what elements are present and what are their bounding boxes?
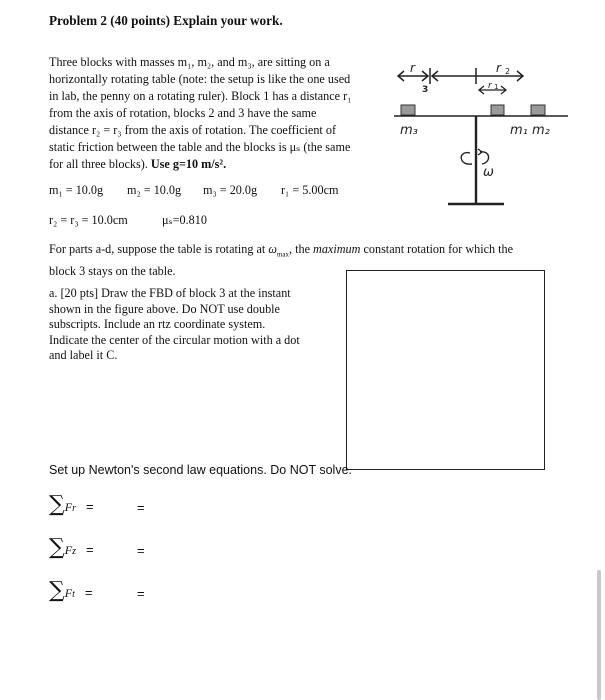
r3-subscript: 3 <box>422 85 429 95</box>
part-a-line: a. [20 pts] Draw the FBD of block 3 at the instant <box>49 286 291 300</box>
parts-text-before: For parts a-d, suppose the table is rotating at <box>49 242 266 256</box>
force-letter: F <box>64 586 73 600</box>
r3-label: r <box>410 61 415 75</box>
rotating-table-diagram <box>388 58 570 210</box>
r1-label: r <box>488 81 492 91</box>
equals-sign: = <box>85 499 94 514</box>
problem-title: Problem 2 (40 points) Explain your work. <box>49 13 283 28</box>
intro-line: in lab, the penny on a rotating ruler). Block 1 has a distance r₁ <box>49 89 352 103</box>
newton-instruction: Set up Newton's second law equations. Do NOT solve. <box>49 463 353 477</box>
newton-row-z[interactable] <box>49 535 94 560</box>
equals-sign-2: = <box>137 586 145 601</box>
part-a-line: and label it C. <box>49 348 118 362</box>
newton-row-t[interactable] <box>49 578 92 603</box>
value-r2-r3: r₂ = r₃ = 10.0cm <box>49 213 128 227</box>
fbd-answer-box[interactable] <box>346 270 545 470</box>
r2-subscript: 2 <box>505 67 511 76</box>
subscript-z: z <box>72 546 76 557</box>
parts-text-after: constant rotation for which the <box>363 242 514 256</box>
parts-text-middle: , the <box>289 242 310 256</box>
block-3 <box>401 105 415 115</box>
r1-subscript: 1 <box>494 83 499 91</box>
omega-symbol: ω <box>268 242 277 256</box>
r1-arrow <box>479 86 506 94</box>
r2-label: r <box>496 61 501 75</box>
m3-label: m₃ <box>400 123 418 138</box>
intro-line: horizontally rotating table (note: the setup is like the one used <box>49 72 351 86</box>
intro-last: for all three blocks). <box>49 157 151 171</box>
intro-line: static friction between the table and the blocks is μₛ (the same <box>49 140 351 154</box>
force-letter: F <box>64 543 73 557</box>
block-1 <box>491 105 504 115</box>
newton-row-r[interactable] <box>49 492 94 517</box>
part-a-line: Indicate the center of the circular motion with a dot <box>49 332 300 347</box>
force-letter: F <box>64 500 73 514</box>
part-a-line: shown in the figure above. Do NOT use double <box>49 301 280 316</box>
block-2 <box>531 105 545 115</box>
gravity-note: Use g=10 m/s². <box>150 157 227 171</box>
subscript-r: r <box>72 503 76 514</box>
sigma-symbol: ∑ <box>49 578 65 603</box>
intro-line: distance r₂ = r₃ from the axis of rotation. The coefficient of <box>49 123 337 137</box>
parts-text-line2: block 3 stays on the table. <box>49 264 176 279</box>
omega-label: ω <box>483 165 494 180</box>
subscript-t: t <box>72 589 75 600</box>
value-m2: m₂ = 10.0g <box>127 183 182 197</box>
parts-italic-maximum: maximum <box>313 242 361 256</box>
equals-sign-2: = <box>137 500 145 515</box>
intro-line: Three blocks with masses m₁, m₂, and m₃, are sitting on a <box>49 55 330 69</box>
value-r1: r₁ = 5.00cm <box>281 183 339 197</box>
omega-subscript: max <box>276 250 289 259</box>
equals-sign-2: = <box>137 543 145 558</box>
sigma-symbol: ∑ <box>49 535 65 560</box>
value-m3: m₃ = 20.0g <box>203 183 258 197</box>
equals-sign: = <box>85 542 94 557</box>
equals-sign: = <box>84 585 93 600</box>
intro-line <box>49 156 379 173</box>
intro-line: from the axis of rotation, blocks 2 and 3 have the same <box>49 106 317 120</box>
vertical-scrollbar[interactable] <box>597 570 601 700</box>
part-a <box>49 286 329 364</box>
value-m1: m₁ = 10.0g <box>49 183 104 197</box>
sigma-symbol: ∑ <box>49 492 65 517</box>
problem-description <box>49 54 379 173</box>
m1-m2-label: m₁ m₂ <box>510 123 550 138</box>
value-mus: μₛ=0.810 <box>162 213 207 227</box>
part-a-line: subscripts. Include an rtz coordinate system. <box>49 317 266 331</box>
